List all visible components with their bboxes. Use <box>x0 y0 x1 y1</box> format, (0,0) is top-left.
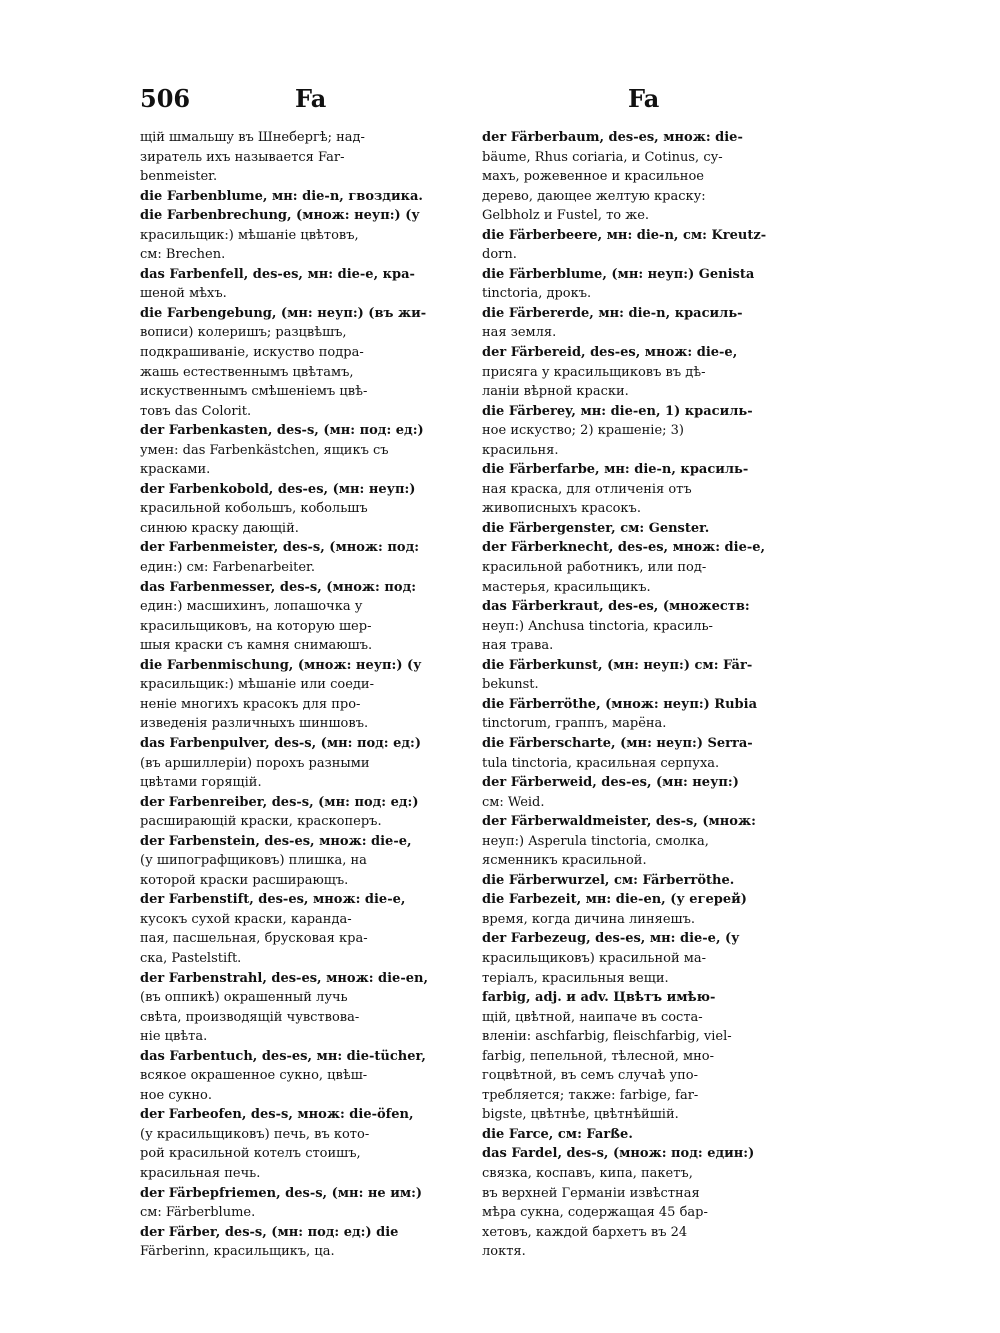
entry-line: das Färberkraut, des-es, (множеств: <box>482 599 750 615</box>
entry-line: (въ оппикѣ) окрашенный лучь <box>140 990 348 1006</box>
dictionary-entry <box>140 793 476 832</box>
entry-line: der Farbenmeister, des-s, (множ: под: <box>140 540 420 556</box>
entry-line: красильня. <box>482 442 559 458</box>
entry-line: der Färberbaum, des-es, множ: die- <box>482 130 743 145</box>
right-column <box>482 128 826 1262</box>
dictionary-entry <box>140 656 476 734</box>
entry-line: der Farbeofen, des-s, множ: die-öfen, <box>140 1107 414 1123</box>
entry-line: синюю краску дающій. <box>140 520 299 536</box>
entry-line: шыя краски съ камня снимаюшъ. <box>140 638 373 654</box>
entry-line: ное искуство; 2) крашеніе; 3) <box>482 423 684 439</box>
dictionary-entry <box>482 343 826 402</box>
entry-line: bäume, Rhus coriaria, и Cotinus, су- <box>482 149 723 165</box>
entry-line: der Farbenstein, des-es, множ: die-e, <box>140 833 412 849</box>
dictionary-entry <box>140 890 476 968</box>
entry-line: das Fardel, des-s, (множ: под: един:) <box>482 1146 755 1162</box>
dictionary-entry <box>140 538 476 577</box>
entry-line: der Farbenkasten, des-s, (мн: под: ед:) <box>140 423 424 439</box>
left-column <box>140 128 476 1262</box>
entry-line: ніе цвѣта. <box>140 1029 208 1045</box>
dictionary-entry <box>482 890 826 929</box>
entry-line: ланіи вѣрной краски. <box>482 384 629 400</box>
dictionary-entry <box>482 734 826 773</box>
dictionary-entry <box>140 969 476 1047</box>
dictionary-entry <box>140 1223 476 1262</box>
entry-line: das Farbenmesser, des-s, (множ: под: <box>140 579 417 595</box>
entry-line: (у красильщиковъ) печь, въ кото- <box>140 1126 370 1142</box>
dictionary-entry <box>140 187 476 207</box>
dictionary-entry <box>482 812 826 871</box>
entry-line: farbig, adj. и adv. Цвѣтъ имѣю- <box>482 990 716 1006</box>
entry-line: един:) см: Farbenarbeiter. <box>140 560 315 576</box>
dictionary-entry <box>140 734 476 793</box>
dictionary-entry <box>140 206 476 265</box>
entry-line: das Farbentuch, des-es, мн: die-tücher, <box>140 1048 426 1064</box>
entry-line: die Färberbeere, мн: die-n, см: Kreutz- <box>482 227 767 243</box>
entry-line: die Farbengebung, (мн: неуп:) (въ жи- <box>140 305 427 321</box>
entry-line: Färberinn, красильщикъ, ца. <box>140 1244 335 1260</box>
entry-line: см: Brechen. <box>140 247 226 263</box>
entry-line: товъ das Colorit. <box>140 403 252 419</box>
entry-line: (въ аршиллеріи) порохъ разными <box>140 755 370 771</box>
entry-line: см: Weid. <box>482 794 545 810</box>
entry-line: der Färberknecht, des-es, множ: die-e, <box>482 540 766 556</box>
entry-line: красильщиковъ, на которую шер- <box>140 618 372 634</box>
dictionary-entry <box>482 1144 826 1261</box>
entry-line: зиратель ихъ называется Far- <box>140 149 345 165</box>
dictionary-entry <box>140 304 476 421</box>
entry-line: рой красильной котелъ стоишъ, <box>140 1146 361 1162</box>
entry-line: ная трава. <box>482 638 554 654</box>
right-guide-word: Fa <box>628 84 660 113</box>
entry-line: требляется; также: farbige, far- <box>482 1087 699 1103</box>
dictionary-entry <box>482 519 826 539</box>
dictionary-entry <box>482 402 826 461</box>
entry-line: der Färbepfriemen, des-s, (мн: не им:) <box>140 1185 423 1201</box>
entry-line: der Farbenstift, des-es, множ: die-e, <box>140 892 406 908</box>
dictionary-entry <box>482 597 826 656</box>
page-header <box>140 84 830 120</box>
entry-line: неуп:) Asperula tinctoria, смолка, <box>482 833 709 849</box>
entry-line: красильной работникъ, или под- <box>482 560 707 576</box>
entry-line: красильная печь. <box>140 1165 261 1181</box>
entry-line: bekunst. <box>482 677 539 693</box>
entry-line: tinctorum, граппъ, марёна. <box>482 716 667 732</box>
entry-line: въ верхней Германіи извѣстная <box>482 1185 700 1201</box>
entry-line: ясменникъ красильной. <box>482 853 647 869</box>
entry-line: die Färberblume, (мн: неуп:) Genista <box>482 266 755 282</box>
entry-line: жашь естественнымъ цвѣтамъ, <box>140 364 354 380</box>
entry-line: красильщик:) мѣшаніе цвѣтовъ, <box>140 227 359 243</box>
entry-line: die Farbenblume, мн: die-n, гвоздика. <box>140 188 423 204</box>
dictionary-entry <box>140 421 476 480</box>
entry-line: шеной мѣхъ. <box>140 286 227 302</box>
entry-line: die Färbergenster, см: Genster. <box>482 520 710 536</box>
dictionary-entry <box>140 832 476 891</box>
entry-line: махъ, рожевенное и красильное <box>482 169 704 185</box>
entry-line: die Färberfarbe, мн: die-n, красиль- <box>482 462 749 478</box>
dictionary-entry <box>482 538 826 597</box>
entry-line: вленіи: aschfarbig, fleischfarbig, viel- <box>482 1029 732 1045</box>
entry-line: der Farbenreiber, des-s, (мн: под: ед:) <box>140 794 419 810</box>
entry-line: расширающій краски, краскоперъ. <box>140 814 382 830</box>
entry-line: мѣра сукна, содержащая 45 бар- <box>482 1205 708 1221</box>
page-number: 506 <box>140 84 191 113</box>
left-guide-word: Fa <box>295 84 327 113</box>
entry-line: das Farbenfell, des-es, мн: die-e, кра- <box>140 266 415 282</box>
entry-line: живописныхъ красокъ. <box>482 501 641 517</box>
entry-line: связка, коспавъ, кипа, пакетъ, <box>482 1165 693 1181</box>
dictionary-entry <box>482 1125 826 1145</box>
dictionary-entry <box>140 1047 476 1106</box>
entry-line: мастерья, красильщикъ. <box>482 579 651 595</box>
dictionary-entry <box>482 988 826 1125</box>
entry-line: дерево, дающее желтую краску: <box>482 188 706 204</box>
entry-line: das Farbenpulver, des-s, (мн: под: ед:) <box>140 735 422 751</box>
entry-line: ска, Pastelstift. <box>140 950 242 966</box>
entry-line: щій шмальшу въ Шнебергѣ; над- <box>140 130 365 145</box>
dictionary-entry <box>140 1105 476 1183</box>
dictionary-entry <box>482 773 826 812</box>
entry-line: подкрашиваніе, искуство подра- <box>140 345 364 361</box>
entry-line: (у шипографщиковъ) плишка, на <box>140 853 367 869</box>
entry-line: неуп:) Anchusa tinctoria, красиль- <box>482 618 713 634</box>
entry-line: локтя. <box>482 1244 526 1260</box>
entry-line: tula tinctoria, красильная серпуха. <box>482 755 720 771</box>
dictionary-entry <box>482 929 826 988</box>
dictionary-entry <box>482 226 826 265</box>
entry-line: benmeister. <box>140 169 218 185</box>
entry-line: вописи) колеришъ; разцвѣшъ, <box>140 325 347 341</box>
entry-line: die Farbezeit, мн: die-en, (у егерей) <box>482 892 747 908</box>
entry-line: tinctoria, дрокъ. <box>482 286 592 302</box>
entry-line: die Farbenmischung, (множ: неуп:) (у <box>140 657 422 673</box>
entry-line: красильной кобольшъ, кобольшъ <box>140 501 368 517</box>
entry-line: dorn. <box>482 247 517 263</box>
entry-line: всякое окрашенное сукно, цвѣш- <box>140 1068 368 1084</box>
entry-line: един:) масшихинъ, лопашочка у <box>140 599 363 615</box>
entry-line: der Farbezeug, des-es, мн: die-e, (у <box>482 931 740 947</box>
entry-line: цвѣтами горящій. <box>140 775 262 791</box>
dictionary-entry <box>482 656 826 695</box>
dictionary-entry <box>140 128 476 187</box>
entry-line: красильщик:) мѣшаніе или соеди- <box>140 677 374 693</box>
entry-line: см: Färberblume. <box>140 1205 256 1221</box>
dictionary-entry <box>482 871 826 891</box>
entry-line: теріалъ, красильныя вещи. <box>482 970 669 986</box>
entry-line: die Farce, см: Farße. <box>482 1126 633 1142</box>
entry-line: хетовъ, каждой бархетъ въ 24 <box>482 1224 688 1240</box>
entry-line: свѣта, производящій чувствова- <box>140 1009 360 1025</box>
entry-line: кусокъ сухой краски, каранда- <box>140 911 352 927</box>
entry-line: неніе многихъ красокъ для про- <box>140 696 361 712</box>
dictionary-entry <box>140 265 476 304</box>
entry-line: die Färberkunst, (мн: неуп:) см: Fär- <box>482 657 753 673</box>
entry-line: der Färbereid, des-es, множ: die-e, <box>482 345 738 361</box>
entry-line: ная земля. <box>482 325 557 341</box>
entry-line: пая, пасшельная, брусковая кра- <box>140 931 368 947</box>
entry-line: die Färberscharte, (мн: неуп:) Serra- <box>482 735 753 751</box>
dictionary-entry <box>482 265 826 304</box>
entry-line: der Farbenstrahl, des-es, множ: die-en, <box>140 970 428 986</box>
dictionary-entry <box>140 1184 476 1223</box>
entry-line: der Färber, des-s, (мн: под: ед:) die <box>140 1224 399 1240</box>
entry-line: der Färberweid, des-es, (мн: неуп:) <box>482 775 739 791</box>
entry-line: bigste, цвѣтнѣе, цвѣтнѣйшій. <box>482 1107 679 1123</box>
entry-line: ная краска, для отличенія отъ <box>482 481 692 497</box>
entry-line: die Färbererde, мн: die-n, красиль- <box>482 305 743 321</box>
entry-line: красильщиковъ) красильной ма- <box>482 950 706 966</box>
entry-line: die Farbenbrechung, (множ: неуп:) (у <box>140 208 420 224</box>
entry-line: гоцвѣтной, въ семъ случаѣ упо- <box>482 1068 699 1084</box>
entry-line: der Farbenkobold, des-es, (мн: неуп:) <box>140 481 416 497</box>
dictionary-entry <box>482 128 826 226</box>
entry-line: Gelbholz и Fustel, то же. <box>482 208 650 224</box>
entry-line: farbig, пепельной, тѣлесной, мно- <box>482 1048 714 1064</box>
entry-line: der Färberwaldmeister, des-s, (множ: <box>482 814 756 830</box>
dictionary-entry <box>482 460 826 519</box>
entry-line: die Färberey, мн: die-en, 1) красиль- <box>482 403 753 419</box>
entry-line: die Färberröthe, (множ: неуп:) Rubia <box>482 696 758 712</box>
entry-line: которой краски расширающъ. <box>140 872 349 888</box>
entry-line: искуственнымъ смѣшеніемъ цвѣ- <box>140 384 368 400</box>
dictionary-entry <box>140 578 476 656</box>
entry-line: умен: das Farbenkästchen, ящикъ съ <box>140 442 389 458</box>
entry-line: время, когда дичина линяешъ. <box>482 911 696 927</box>
entry-line: ное сукно. <box>140 1087 212 1103</box>
dictionary-entry <box>482 695 826 734</box>
dictionary-entry <box>140 480 476 539</box>
entry-line: красками. <box>140 462 211 478</box>
entry-line: изведенія различныхъ шиншовъ. <box>140 716 369 732</box>
dictionary-entry <box>482 304 826 343</box>
entry-line: щій, цвѣтной, наипаче въ соста- <box>482 1009 703 1025</box>
entry-line: присяга у красильщиковъ въ дѣ- <box>482 364 706 380</box>
entry-line: die Färberwurzel, см: Färberröthe. <box>482 872 735 888</box>
